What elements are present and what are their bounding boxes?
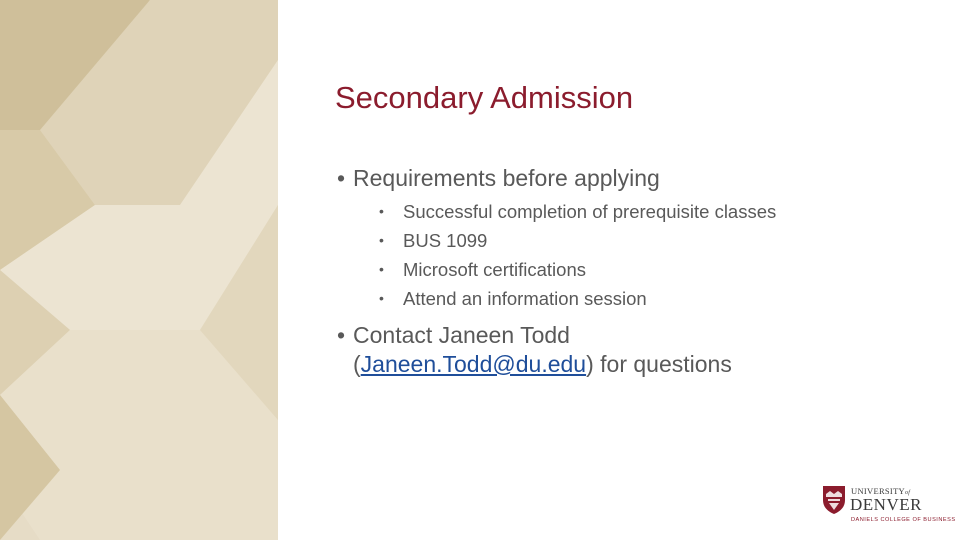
sub-bullet-marker: • (379, 232, 384, 248)
bullet-contact (337, 321, 776, 379)
university-of-denver-logo (820, 483, 956, 529)
slide-title: Secondary Admission (335, 80, 634, 115)
shield-icon (822, 485, 846, 515)
sub-bullet-microsoft (353, 255, 776, 284)
logo-school-text: DANIELS COLLEGE OF BUSINESS (851, 517, 956, 523)
sub-bullet-marker: • (379, 203, 384, 219)
contact-suffix: ) for questions (586, 351, 732, 377)
sub-bullet-info-session (353, 284, 776, 313)
open-paren: ( (353, 351, 361, 377)
bullet-marker: • (337, 165, 346, 191)
bullet-list (337, 164, 776, 379)
logo-denver-text: DENVER (850, 495, 922, 514)
decorative-side-panel (0, 0, 278, 540)
geometric-pattern (0, 0, 278, 540)
contact-email-link[interactable]: Janeen.Todd@du.edu (360, 351, 587, 377)
bullet-requirements (337, 164, 776, 313)
sub-bullet-marker: • (379, 290, 384, 306)
bullet-requirements-text: Requirements before applying (353, 165, 660, 191)
contact-line-1: Contact Janeen Todd (353, 322, 570, 348)
sub-bullet-text: Microsoft certifications (403, 259, 586, 280)
sub-bullet-prerequisites (353, 197, 776, 226)
sub-bullet-marker: • (379, 261, 384, 277)
sub-bullet-text: BUS 1099 (403, 230, 488, 251)
logo-university-word: UNIVERSITY (851, 486, 905, 496)
bullet-marker: • (337, 322, 346, 348)
sub-bullet-bus-1099 (353, 226, 776, 255)
logo-of-word: of (905, 490, 911, 496)
requirements-sub-list (353, 197, 776, 313)
sub-bullet-text: Attend an information session (403, 288, 647, 309)
sub-bullet-text: Successful completion of prerequisite classes (403, 201, 777, 222)
contact-line-2 (353, 350, 776, 379)
